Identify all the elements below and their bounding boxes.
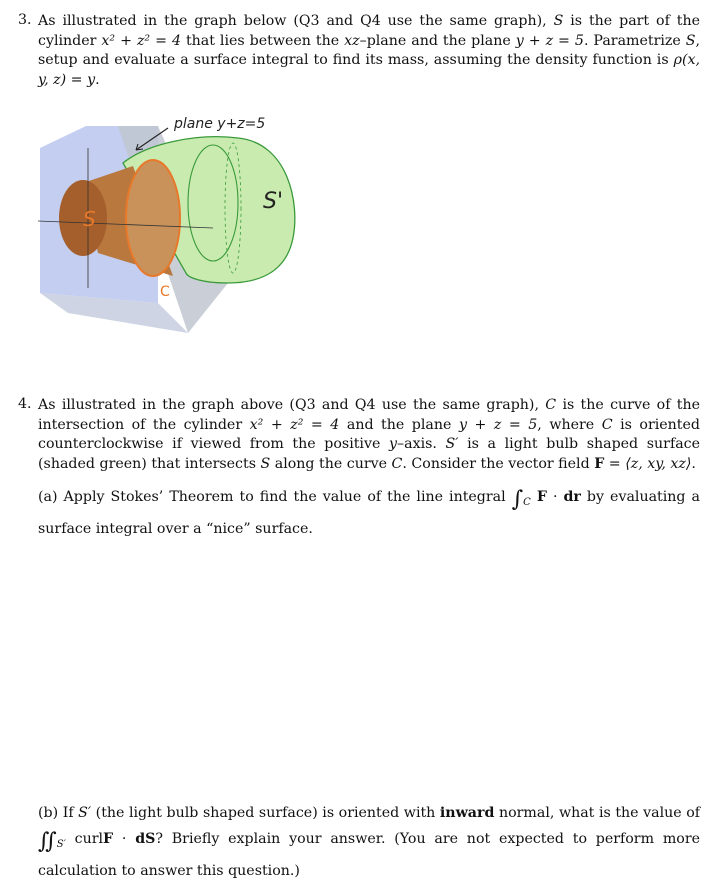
q3-text-f: , setup and evaluate a surface integral to find its mass, assuming the density function is <box>38 32 700 68</box>
q4-text-a: As illustrated in the graph above (Q3 and Q4 use the same graph), <box>38 397 546 413</box>
part-a-dr: dr <box>563 489 581 505</box>
surface-integral-sub: S′ <box>56 838 66 850</box>
part-a <box>38 484 700 542</box>
q3-text-e: . Parametrize <box>583 32 686 49</box>
q4-c: C <box>545 397 557 413</box>
q3-plane-eq: y + z = 5 <box>515 32 584 49</box>
q3-text-g: . <box>95 71 100 88</box>
q4-text-h: along the curve <box>270 455 392 472</box>
c-label: C <box>160 284 170 300</box>
part-b-text-a: (the light bulb shaped surface) is oriented with <box>91 805 440 821</box>
part-b-dot: · <box>113 831 136 847</box>
q3-xz: xz <box>344 32 360 49</box>
q3-number: 3. <box>18 12 32 28</box>
part-b-ds: dS <box>135 831 156 847</box>
q4-text-c: and the plane <box>339 416 459 433</box>
q3-text-a: As illustrated in the graph below (Q3 and Q4 use the same graph), <box>38 13 554 29</box>
s-prime-label: S' <box>263 189 284 214</box>
q3-text-c: that lies between the <box>180 32 345 49</box>
q4-s: S <box>260 455 271 472</box>
q4-text <box>38 396 700 474</box>
q4-text-d: , where <box>537 416 602 433</box>
part-b-f: F <box>103 831 114 847</box>
part-b-curl: curl <box>74 831 104 847</box>
part-a-dot: · <box>546 489 564 505</box>
part-a-text: (a) Apply Stokes’ Theorem to find the value of the line integral <box>38 489 512 505</box>
surface-figure <box>38 108 318 338</box>
q4-text-f: –axis. <box>397 436 446 452</box>
q4-field: ⟨z, xy, xz⟩ <box>625 455 692 472</box>
part-a-text-b: by evaluating a surface integral over a “nice” surface. <box>38 489 701 537</box>
q4-text-e: is oriented counterclockwise if viewed from the positive <box>38 416 700 452</box>
part-b-text-b: normal, what is the value of <box>494 805 701 821</box>
q3-density: ρ(x, y, z) = y <box>38 52 700 88</box>
q4-eq: = <box>604 455 626 472</box>
q3-text-b: is the part of the cylinder <box>38 13 701 49</box>
part-b <box>38 800 700 884</box>
q4-text-g: is a light bulb shaped surface (shaded green) that intersects <box>38 436 700 472</box>
q4-c2: C <box>601 416 613 433</box>
q4-text-j: . <box>691 455 696 472</box>
part-b-label: (b) If <box>38 805 79 821</box>
q3-text-d: –plane and the plane <box>359 32 516 49</box>
q4-s-prime: S′ <box>445 436 459 452</box>
part-b-text-c: ? Briefly explain your answer. (You are not expected to perform more calculation to answer this question.) <box>38 831 700 879</box>
s-label: S <box>83 207 96 231</box>
q4-c3: C <box>391 455 403 472</box>
curve-c-ellipse <box>126 160 180 276</box>
q4-y: y <box>389 436 398 452</box>
q4-plane-eq: y + z = 5 <box>458 416 538 433</box>
q3-text <box>38 12 700 90</box>
q4-text-i: . Consider the vector field <box>402 455 595 472</box>
q4-number: 4. <box>18 396 32 412</box>
line-integral-symbol: ∫ <box>511 487 524 512</box>
line-integral-sub: C <box>523 496 531 508</box>
part-a-f: F <box>536 489 547 505</box>
q3-s2: S <box>685 32 696 49</box>
q4-f: F <box>594 455 605 472</box>
surface-integral-symbol: ∬ <box>38 829 57 854</box>
part-b-s-prime: S′ <box>78 805 92 821</box>
plane-label: plane y+z=5 <box>174 116 266 132</box>
q4-text-b: is the curve of the intersection of the cylinder <box>38 397 700 433</box>
q3-s: S <box>553 13 564 29</box>
q4-cylinder-eq: x² + z² = 4 <box>249 416 340 433</box>
q3-cylinder-eq: x² + z² = 4 <box>101 32 181 49</box>
part-b-inward: inward <box>439 805 495 821</box>
